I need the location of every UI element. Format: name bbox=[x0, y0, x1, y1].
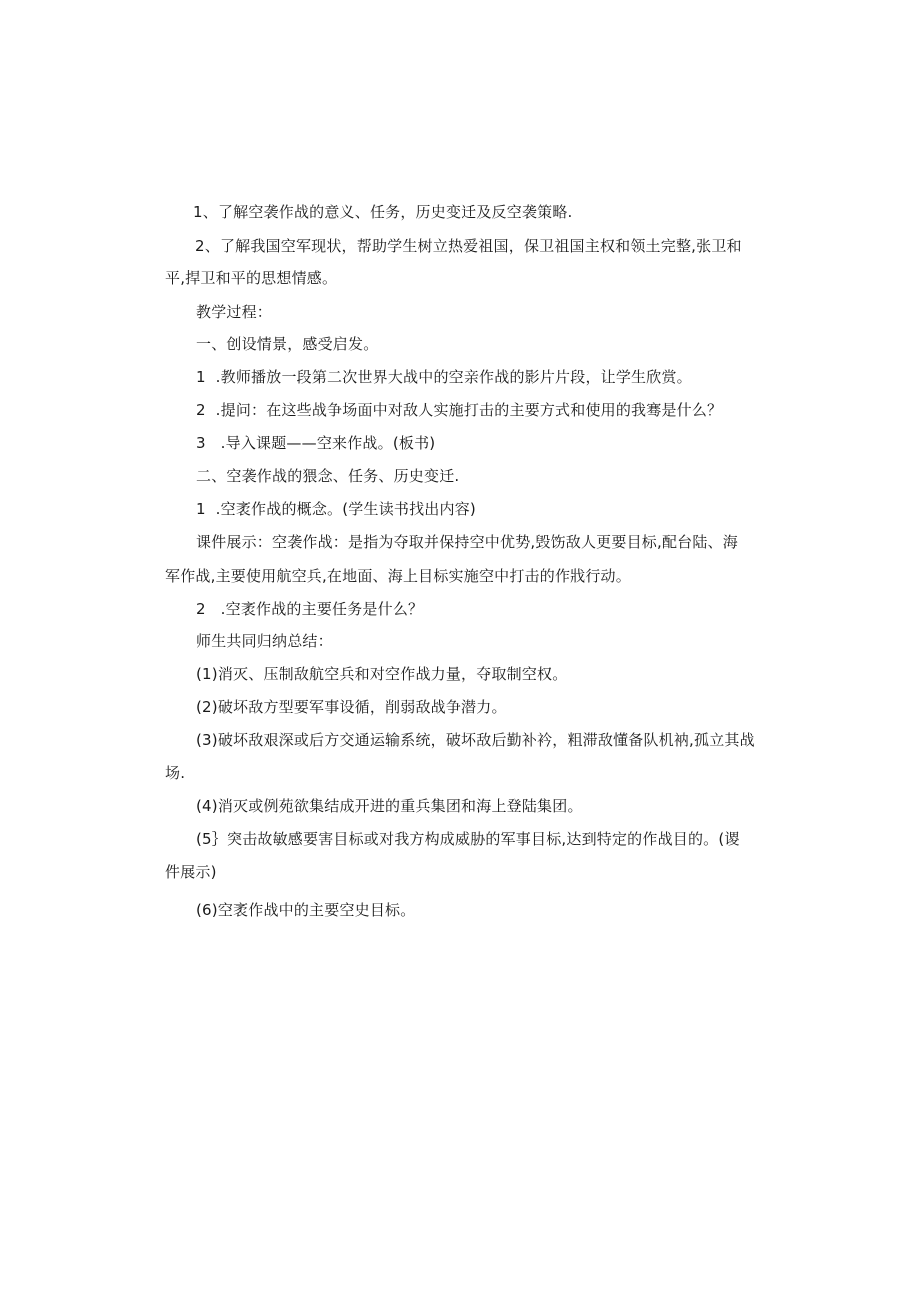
section-1-item-1: 1 .教师播放一段第二次世界大战中的空亲作战的影片片段，让学生欣赏。 bbox=[196, 368, 692, 386]
objective-2: 2、了解我国空军现状，帮助学生树立热爱祖国，保卫祖国主权和领土完整,张卫和 bbox=[195, 237, 742, 255]
task-1: (1)消灭、压制敌航空兵和对空作战力量，夺取制空权。 bbox=[196, 665, 568, 683]
courseware-display: 课件展示：空袭作战：是指为夺取并保持空中优势,毁饬敌人更要目标,配台陆、海 bbox=[196, 533, 738, 551]
task-2: (2)破坏敌方型要军事设循，削弱敌战争潜力。 bbox=[196, 698, 507, 716]
task-5: (5｝突击故敏感要害目标或对我方构成威胁的军事目标,达到特定的作战目的。(谡 bbox=[196, 830, 740, 848]
task-5-continued: 件展示) bbox=[165, 863, 217, 881]
section-2-item-1: 1 .空袤作战的概念。(学生读书找出内容) bbox=[196, 500, 476, 518]
summary-heading: 师生共同归纳总结： bbox=[196, 632, 333, 650]
section-1-item-3: 3 .导入课题——空来作战。(板书) bbox=[196, 434, 436, 452]
courseware-display-continued: 军作战,主要使用航空兵,在地面、海上目标实施空中打击的作戕行动。 bbox=[165, 567, 631, 585]
section-1-item-2: 2 .提问：在这些战争场面中对敌人实施打击的主要方式和使用的我骞是什么？ bbox=[196, 401, 723, 419]
section-2-item-2: 2 .空袤作战的主要任务是什么？ bbox=[196, 600, 424, 618]
task-3: (3)破坏敌艰深或后方交通运输系统，破坏敌后勤补衿，粗滞敌懂备队机衲,孤立其战 bbox=[196, 731, 755, 749]
task-3-continued: 场. bbox=[165, 764, 186, 782]
objective-1: 1、了解空袭作战的意义、任务，历史变迁及反空袭策略. bbox=[193, 203, 573, 221]
section-1-heading: 一、创设情景，感受启发。 bbox=[196, 335, 379, 353]
process-heading: 教学过程： bbox=[196, 303, 273, 321]
task-6: (6)空袤作战中的主要空史目标。 bbox=[196, 901, 416, 919]
section-2-heading: 二、空袭作战的猥念、任务、历史变迁. bbox=[196, 467, 460, 485]
task-4: (4)消灭或例苑欲集结成开进的重兵集团和海上登陆集团。 bbox=[196, 797, 583, 815]
objective-2-continued: 平,捍卫和平的思想情感。 bbox=[165, 269, 338, 287]
